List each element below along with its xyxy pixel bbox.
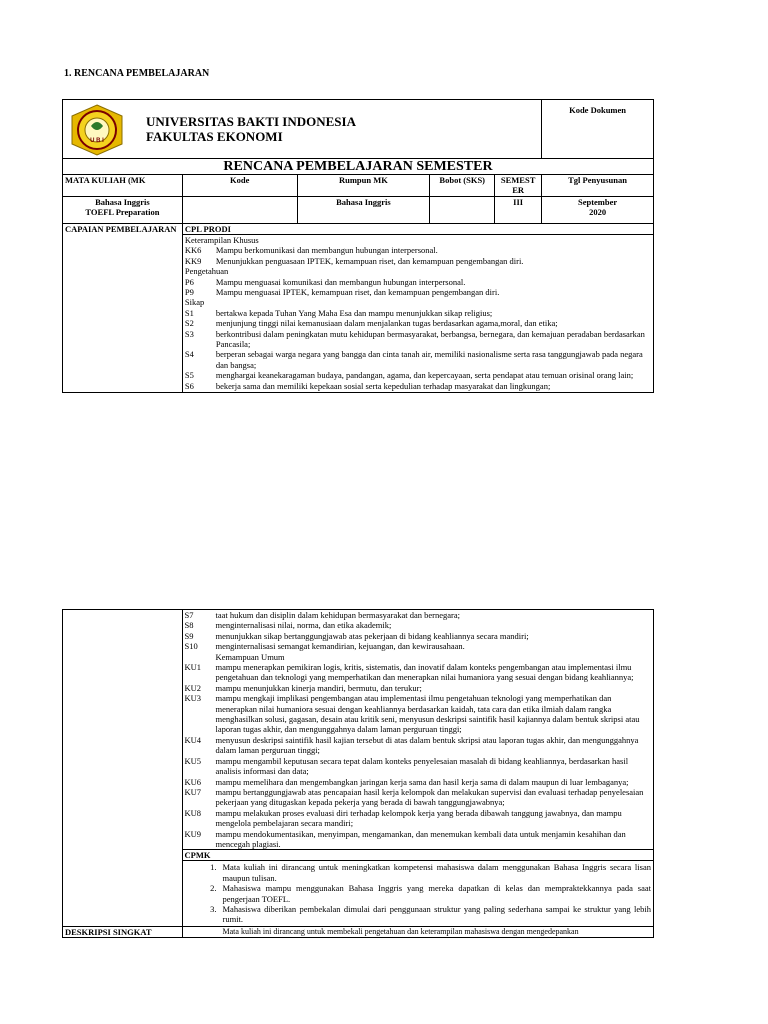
- ku-item-text: mampu menunjukkan kinerja mandiri, bermutu, dan terukur;: [215, 682, 422, 693]
- ku-item-code: KU5: [184, 755, 202, 766]
- col-mata-kuliah: MATA KULIAH (MK: [63, 175, 183, 197]
- ku-item: [185, 693, 652, 735]
- sikap-item: [185, 318, 651, 328]
- ku-list: [185, 662, 652, 849]
- sikap-item: [185, 641, 652, 651]
- ku-item-code: KU7: [184, 786, 202, 797]
- sikap-item-text: taat hukum dan disiplin dalam kehidupan bermasyarakat dan bernegara;: [215, 610, 461, 620]
- kemampuan-umum-label: Kemampuan Umum: [215, 651, 285, 662]
- ku-item: [185, 787, 652, 808]
- cpmk-number: 1.: [210, 862, 217, 873]
- ku-item-code: KU8: [184, 807, 202, 818]
- ku-item: [185, 662, 652, 683]
- ku-item-text: mampu mendokumentasikan, menyimpan, mengamankan, dan menemukan kembali data untuk menjamin kesahihan dan mencegah plagiasi.: [215, 828, 626, 849]
- sikap-item-code: S10: [184, 641, 198, 652]
- course-subtitle: TOEFL Preparation: [85, 207, 160, 217]
- ku-item-code: KU2: [184, 682, 202, 693]
- section-title: 1. RENCANA PEMBELAJARAN: [64, 68, 210, 79]
- sikap-item-code: S5: [184, 370, 194, 381]
- continuation-label-cell: [63, 610, 183, 927]
- ku-item: [185, 756, 652, 777]
- sikap-item: [185, 308, 651, 318]
- sikap-item-text: menghargai keanekaragaman budaya, pandangan, agama, dan kepercayaan, serta pendapat atau temuan orisinal orang lain;: [215, 370, 634, 381]
- faculty-name: FAKULTAS EKONOMI: [146, 129, 283, 144]
- ku-item: [185, 777, 652, 787]
- university-cell: [63, 100, 542, 159]
- sikap-item: [185, 610, 652, 620]
- sikap-item-code: S9: [184, 630, 194, 641]
- ku-item-code: KU6: [184, 776, 202, 787]
- kk-item: [185, 256, 651, 266]
- sikap-item-code: S3: [184, 328, 194, 339]
- ku-item: [185, 808, 652, 829]
- kk-item-text: Mampu berkomunikasi dan membangun hubungan interpersonal.: [215, 245, 438, 256]
- p-item-text: Mampu menguasai komunikasi dan membangun hubungan interpersonal.: [215, 276, 466, 287]
- ku-item-text: mampu melakukan proses evaluasi diri terhadap kelompok kerja yang berada dibawah tanggung jawabnya, dan mampu mengelola pembelajaran secara mandiri;: [215, 807, 622, 829]
- sikap-item-code: S2: [184, 318, 194, 329]
- capaian-label-cell: [63, 224, 183, 393]
- sikap-item-code: S1: [184, 307, 194, 318]
- cpmk-text: Mahasiswa mampu menggunakan Bahasa Inggris yang mereka dapatkan di kelas dan mempraktekkannya pada saat pengerjaan TOEFL.: [222, 883, 651, 904]
- cpmk-list: [183, 861, 654, 925]
- cpl-prodi-cell: [182, 224, 653, 393]
- deskripsi-text: Mata kuliah ini dirancang untuk membekali pengetahuan dan keterampilan mahasiswa dengan mengedepankan: [182, 926, 654, 937]
- ku-item-text: mampu bertanggungjawab atas pencapaian hasil kerja kelompok dan melakukan supervisi dan evaluasi terhadap penyelesaian pekerjaan yang ditugaskan kepada pekerja yang berada di bawah tanggungjawabnya;: [215, 786, 644, 808]
- course-tgl-cell: [542, 197, 654, 224]
- sikap-item-text: menjunjung tinggi nilai kemanusiaan dalam menjalankan tugas berdasarkan agama,moral, dan etika;: [215, 318, 558, 329]
- cpmk-text: Mata kuliah ini dirancang untuk meningkatkan kompetensi mahasiswa dalam menggunakan Bahasa Inggris secara lisan maupun tulisan.: [222, 862, 651, 883]
- course-kode: [182, 197, 297, 224]
- sikap-item-text: menginternalisasi nilai, norma, dan etika akademik;: [215, 620, 392, 631]
- course-semester: III: [495, 197, 542, 224]
- ku-item-code: KU9: [184, 828, 202, 839]
- pengetahuan-label: Pengetahuan: [184, 266, 229, 277]
- sikap-item-text: berperan sebagai warga negara yang bangga dan cinta tanah air, memiliki nasionalisme serta rasa tanggungjawab pada negara dan bangsa;: [215, 349, 643, 370]
- sikap-item-text: berkontribusi dalam peningkatan mutu kehidupan bermasyarakat, berbangsa, bernegara, dan kemajuan peradaban berdasarkan Pancasila;: [215, 328, 645, 350]
- cpmk-label: CPMK: [183, 849, 654, 861]
- ubi-logo: [69, 104, 125, 161]
- col-kode: Kode: [182, 175, 297, 197]
- keterampilan-khusus-label: Keterampilan Khusus: [184, 235, 259, 245]
- course-rumpun: Bahasa Inggris: [297, 197, 430, 224]
- sikap-item: [185, 329, 651, 350]
- sikap-label: Sikap: [184, 297, 205, 308]
- cpmk-item: [183, 883, 652, 904]
- ku-item-text: mampu mengkaji implikasi pengembangan atau implementasi ilmu pengetahuan teknologi yang memperhatikan dan menerapkan nilai humaniora sesuai dengan keahliannya berdasarkan kaidah, tata cara dan etika ilmiah dalam rangka menghasilkan solusi, gagasan, desain atau kritik seni, menyusun deskripsi saintifik hasil kajiannya dalam bentuk skripsi atau laporan tugas akhir, dan mengunggahnya dalam laman perguruan tinggi;: [215, 693, 640, 735]
- cpl-prodi-label: CPL PRODI: [183, 224, 653, 235]
- course-tgl-year: 2020: [589, 207, 607, 217]
- kk-item: [185, 245, 651, 255]
- continuation-content-cell: [182, 610, 654, 927]
- sikap-item-code: S7: [184, 610, 194, 620]
- sikap-item: [185, 620, 652, 630]
- sikap-item-code: S6: [184, 380, 194, 391]
- ku-item: [185, 735, 652, 756]
- sikap-item-text: bekerja sama dan memiliki kepekaan sosial serta kepedulian terhadap masyarakat dan lingkungan;: [215, 380, 551, 391]
- kk-item-text: Menunjukkan penguasaan IPTEK, kemampuan riset, dan kemampuan pengembangan diri.: [215, 255, 524, 266]
- ku-item-code: KU1: [184, 662, 202, 673]
- sikap-item: [185, 370, 651, 380]
- ku-item: [185, 829, 652, 850]
- ku-item-code: KU3: [184, 693, 202, 704]
- col-semester: SEMEST ER: [495, 175, 542, 197]
- document-title: RENCANA PEMBELAJARAN SEMESTER: [63, 159, 654, 175]
- ku-item-code: KU4: [184, 734, 202, 745]
- cpmk-item: [183, 904, 652, 925]
- kk-item-code: KK6: [184, 245, 202, 256]
- sikap-item-text: menginternalisasi semangat kemandirian, kejuangan, dan kewirausahaan.: [215, 641, 465, 652]
- p-list: [185, 277, 651, 298]
- kk-item-code: KK9: [184, 255, 202, 266]
- p-item: [185, 277, 651, 287]
- kk-list: [185, 245, 651, 266]
- capaian-label: CAPAIAN PEMBELAJARAN: [65, 224, 177, 234]
- ku-item: [185, 683, 652, 693]
- cpmk-text: Mahasiswa diberikan pembekalan dimulai dari penggunaan struktur yang paling sederhana sampai ke struktur yang lebih rumit.: [222, 903, 651, 925]
- kode-dokumen-label: Kode Dokumen: [569, 105, 627, 115]
- university-name: UNIVERSITAS BAKTI INDONESIA: [146, 114, 356, 129]
- cpmk-number: 2.: [210, 883, 217, 894]
- sikap-list-1: [185, 308, 651, 391]
- cpmk-number: 3.: [210, 903, 217, 914]
- p-item-code: P6: [184, 276, 194, 287]
- col-bobot: Bobot (SKS): [430, 175, 495, 197]
- p-item-code: P9: [184, 287, 194, 298]
- svg-text:U B I: U B I: [90, 138, 104, 144]
- course-bobot: [430, 197, 495, 224]
- sikap-item: [185, 631, 652, 641]
- cpmk-item: [183, 862, 652, 883]
- sikap-item: [185, 381, 651, 391]
- rps-header-table: [62, 99, 654, 393]
- course-name: Bahasa Inggris: [95, 197, 150, 207]
- col-tgl: Tgl Penyusunan: [542, 175, 654, 197]
- sikap-item-code: S4: [184, 349, 194, 360]
- col-rumpun: Rumpun MK: [297, 175, 430, 197]
- p-item: [185, 287, 651, 297]
- course-tgl-month: September: [577, 197, 618, 207]
- p-item-text: Mampu menguasai IPTEK, kemampuan riset, dan kemampuan pengembangan diri.: [215, 287, 500, 298]
- kode-dokumen-cell: [542, 100, 654, 159]
- ku-item-text: mampu menerapkan pemikiran logis, kritis, sistematis, dan inovatif dalam konteks pengembangan atau implementasi ilmu pengetahuan dan teknologi yang memperhatikan dan menerapkan nilai humaniora yang sesuai dengan bidang keahliannya;: [215, 662, 634, 683]
- course-name-cell: [63, 197, 183, 224]
- ku-item-text: menyusun deskripsi saintifik hasil kajian tersebut di atas dalam bentuk skripsi atau laporan tugas akhir, dan mengunggahnya dalam laman perguruan tinggi;: [215, 734, 639, 756]
- ku-item-text: mampu mengambil keputusan secara tepat dalam konteks penyelesaian masalah di bidang keahliannya, berdasarkan hasil analisis informasi dan data;: [215, 755, 629, 777]
- deskripsi-label: DESKRIPSI SINGKAT: [63, 926, 183, 937]
- ku-item-text: mampu memelihara dan mengembangkan jaringan kerja sama dan hasil kerja sama di dalam maupun di luar lembaganya;: [215, 776, 629, 787]
- cpl-continuation-table: [62, 609, 654, 938]
- sikap-item: [185, 349, 651, 370]
- sikap-item-text: menunjukkan sikap bertanggungjawab atas pekerjaan di bidang keahliannya secara mandiri;: [215, 630, 529, 641]
- sikap-list-2: [185, 610, 652, 652]
- sikap-item-code: S8: [184, 620, 194, 631]
- sikap-item-text: bertakwa kepada Tuhan Yang Maha Esa dan mampu menunjukkan sikap religius;: [215, 307, 493, 318]
